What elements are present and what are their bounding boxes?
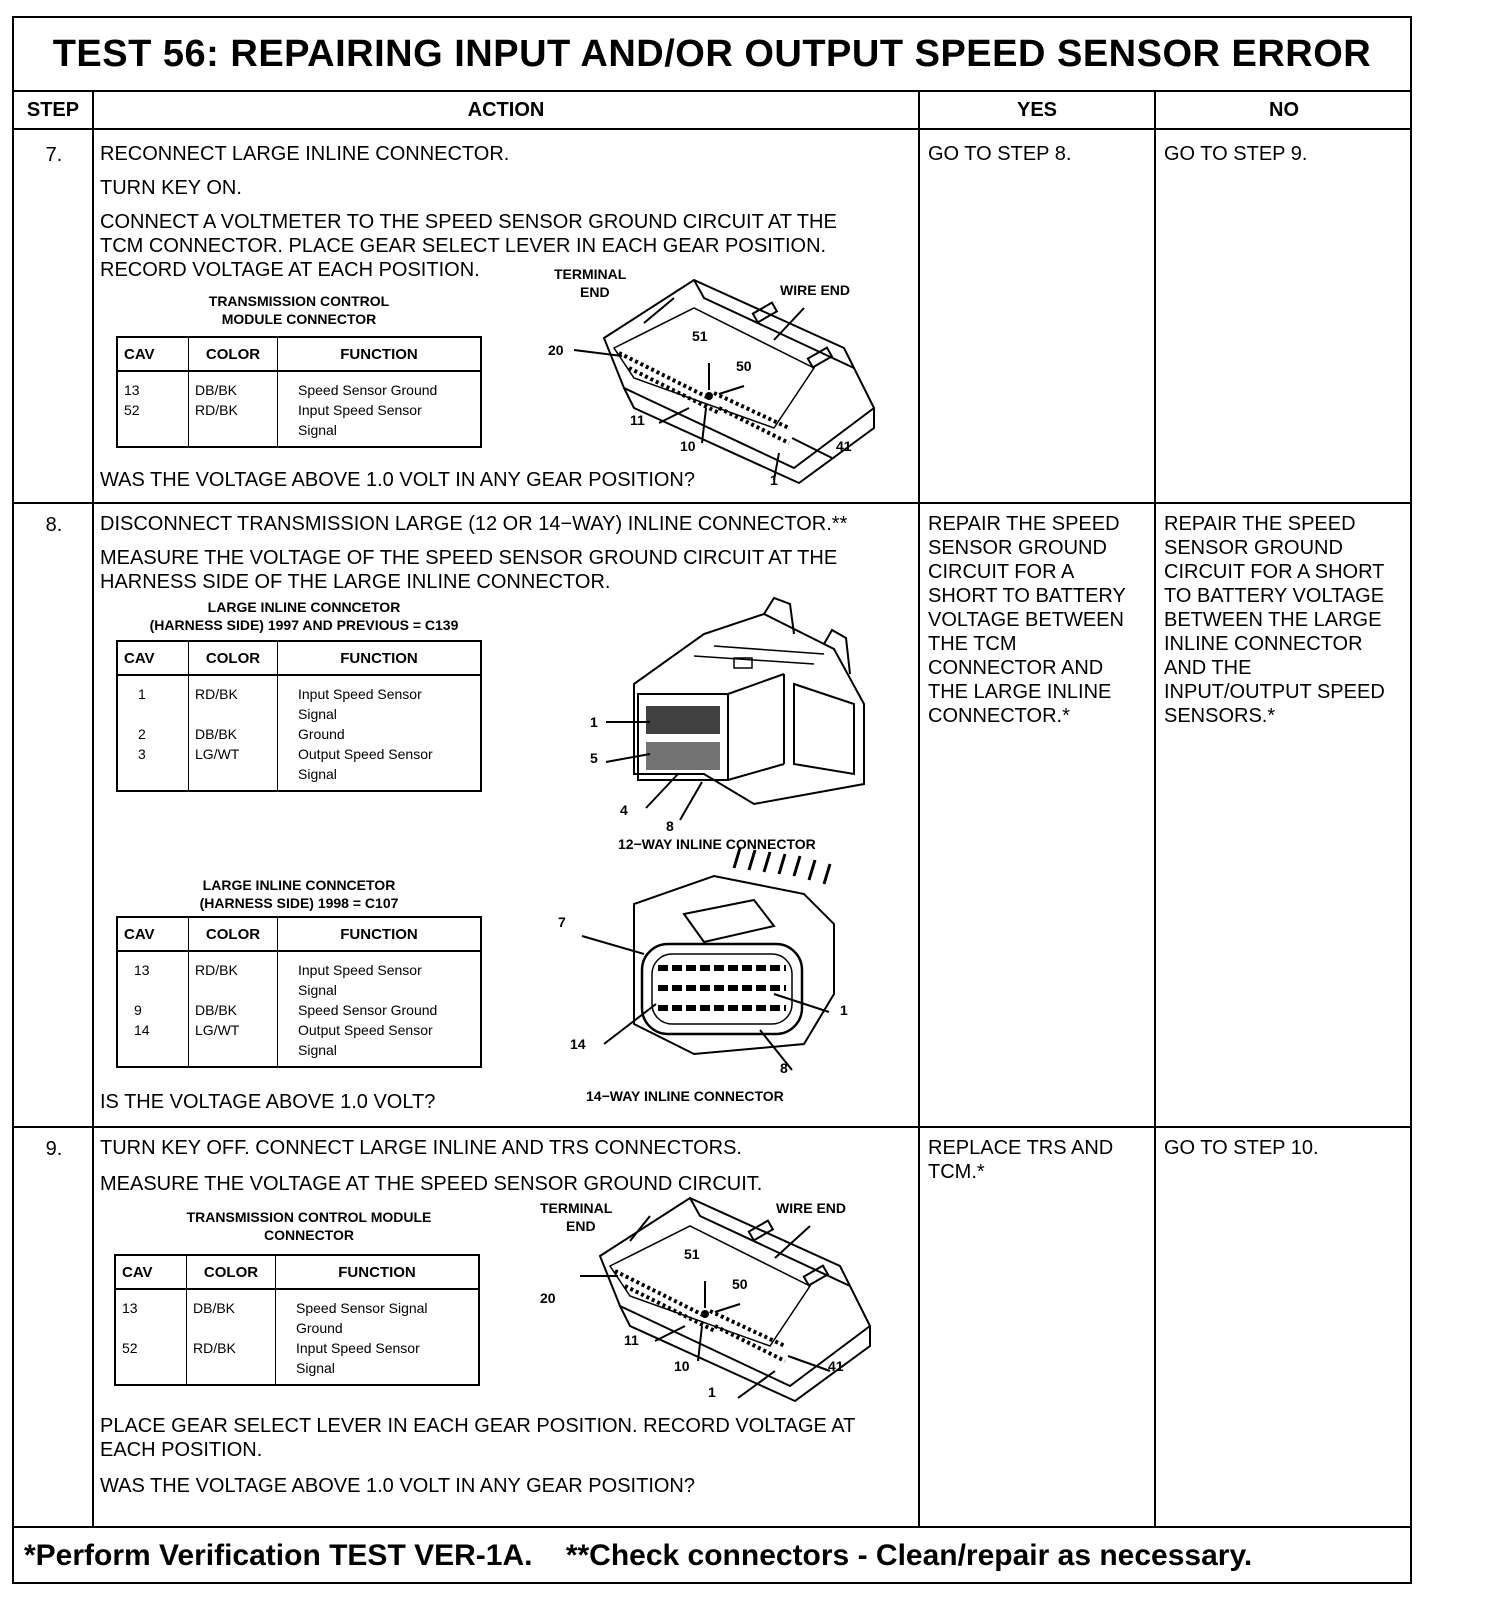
table-cell: Signal <box>298 706 337 722</box>
table-cell: Input Speed Sensor <box>298 402 422 418</box>
table-cell <box>189 764 278 791</box>
step-7-no: GO TO STEP 9. <box>1164 143 1308 165</box>
caption-line: TRANSMISSION CONTROL MODULE <box>186 1209 432 1225</box>
pin-label: 51 <box>684 1246 700 1262</box>
header-yes: YES <box>920 90 1154 130</box>
diagram-label-wire-end: WIRE END <box>780 282 850 298</box>
step-7-question: WAS THE VOLTAGE ABOVE 1.0 VOLT IN ANY GEAR POSITION? <box>100 469 695 491</box>
caption-line: LARGE INLINE CONNCETOR <box>207 599 401 615</box>
step-7-table-caption <box>114 292 484 328</box>
caption-line: CONNECTOR <box>264 1227 354 1243</box>
pin-label: 1 <box>770 472 778 488</box>
table-cell <box>115 1318 187 1338</box>
header-no: NO <box>1156 90 1412 130</box>
table-row <box>117 1000 481 1020</box>
table-cell: 52 <box>115 1338 187 1358</box>
table-cell: 3 <box>117 744 189 764</box>
table-header: CAV <box>117 917 189 951</box>
table-cell: Signal <box>298 982 337 998</box>
table-cell <box>117 420 189 447</box>
step-8-line: MEASURE THE VOLTAGE OF THE SPEED SENSOR GROUND CIRCUIT AT THE <box>100 547 838 569</box>
diagram-label-terminal: TERMINAL <box>554 266 627 282</box>
table-cell: Ground <box>296 1320 343 1336</box>
table-cell: Input Speed Sensor <box>298 962 422 978</box>
pin-label: 51 <box>692 328 708 344</box>
table-row <box>115 1358 479 1385</box>
page-title: TEST 56: REPAIRING INPUT AND/OR OUTPUT SPEED SENSOR ERROR <box>14 18 1410 92</box>
table-header: COLOR <box>189 337 278 371</box>
table-cell: Speed Sensor Ground <box>298 382 438 398</box>
pin-label: 8 <box>780 1060 788 1076</box>
table-cell: 2 <box>117 724 189 744</box>
table-cell <box>189 1040 278 1067</box>
pin-label: 10 <box>674 1358 690 1374</box>
pin-label: 41 <box>828 1358 844 1374</box>
column-divider <box>92 90 94 1528</box>
step-9-line: PLACE GEAR SELECT LEVER IN EACH GEAR POSITION. RECORD VOLTAGE AT <box>100 1415 856 1437</box>
step-9-line: TURN KEY OFF. CONNECT LARGE INLINE AND TRS CONNECTORS. <box>100 1137 742 1159</box>
table-row <box>117 1020 481 1040</box>
table-cell: LG/WT <box>189 744 278 764</box>
table-cell: Speed Sensor Signal <box>296 1300 428 1316</box>
table-cell: 13 <box>117 951 189 980</box>
step-8-number: 8. <box>45 514 63 536</box>
table-cell: Speed Sensor Ground <box>298 1002 438 1018</box>
step-7-line: RECORD VOLTAGE AT EACH POSITION. <box>100 259 480 281</box>
table-row <box>117 371 481 400</box>
table-cell: RD/BK <box>189 400 278 420</box>
table-cell: DB/BK <box>189 371 278 400</box>
table-row <box>117 1040 481 1067</box>
pin-label: 1 <box>840 1002 848 1018</box>
pin-label: 20 <box>540 1290 556 1306</box>
table-row <box>115 1318 479 1338</box>
step-7-number: 7. <box>45 144 63 166</box>
table-cell: Signal <box>298 766 337 782</box>
table-cell: RD/BK <box>189 675 278 704</box>
caption-line: TRANSMISSION CONTROL <box>208 293 390 309</box>
table-cell <box>117 764 189 791</box>
step-8-cavity-table-c107 <box>116 916 482 1068</box>
step-8-question: IS THE VOLTAGE ABOVE 1.0 VOLT? <box>100 1091 436 1113</box>
table-cell <box>117 704 189 724</box>
table-row <box>115 1289 479 1318</box>
table-cell: Signal <box>298 1042 337 1058</box>
step-7-line: RECONNECT LARGE INLINE CONNECTOR. <box>100 143 510 165</box>
pin-label: 10 <box>680 438 696 454</box>
table-row <box>117 764 481 791</box>
diagram-label-end: END <box>566 1218 596 1234</box>
table-cell: 14 <box>117 1020 189 1040</box>
row-divider <box>14 502 1410 504</box>
table-header: FUNCTION <box>278 917 482 951</box>
table-header: CAV <box>117 641 189 675</box>
table-row <box>117 980 481 1000</box>
pin-label: 1 <box>708 1384 716 1400</box>
pin-label: 50 <box>736 358 752 374</box>
table-row <box>115 1338 479 1358</box>
table-header: CAV <box>117 337 189 371</box>
table-cell: 52 <box>117 400 189 420</box>
table-row <box>117 675 481 704</box>
table-header: FUNCTION <box>278 641 482 675</box>
pin-label: 11 <box>624 1332 639 1348</box>
step-7-line: CONNECT A VOLTMETER TO THE SPEED SENSOR GROUND CIRCUIT AT THE <box>100 211 837 233</box>
table-cell <box>189 980 278 1000</box>
table-header: FUNCTION <box>278 337 482 371</box>
table-header: COLOR <box>187 1255 276 1289</box>
pin-label: 4 <box>620 802 628 818</box>
pin-label: 50 <box>732 1276 748 1292</box>
table-cell: Output Speed Sensor <box>298 746 433 762</box>
pin-label: 14 <box>570 1036 586 1052</box>
step-8-table2-caption <box>114 876 484 912</box>
step-8-no: REPAIR THE SPEED SENSOR GROUND CIRCUIT FOR A SHORT TO BATTERY VOLTAGE BETWEEN THE LARGE INLINE CONNECTOR AND THE INPUT/OUTPUT SPEED SENSORS.* <box>1164 513 1385 727</box>
12-way-connector-label: 12−WAY INLINE CONNECTOR <box>618 836 816 852</box>
step-9-number: 9. <box>45 1138 63 1160</box>
step-9-table-caption <box>124 1208 494 1244</box>
test-sheet <box>12 16 1412 1584</box>
table-cell: DB/BK <box>189 724 278 744</box>
step-8-line: DISCONNECT TRANSMISSION LARGE (12 OR 14−WAY) INLINE CONNECTOR.** <box>100 513 848 535</box>
pin-label: 41 <box>836 438 852 454</box>
table-cell <box>189 420 278 447</box>
caption-line: (HARNESS SIDE) 1998 = C107 <box>199 895 399 911</box>
table-cell: 13 <box>117 371 189 400</box>
caption-line: (HARNESS SIDE) 1997 AND PREVIOUS = C139 <box>149 617 459 633</box>
step-8-table1-caption <box>104 598 504 634</box>
table-cell: Signal <box>296 1360 335 1376</box>
table-cell: Input Speed Sensor <box>296 1340 420 1356</box>
table-row <box>117 400 481 420</box>
step-8-yes: REPAIR THE SPEED SENSOR GROUND CIRCUIT FOR A SHORT TO BATTERY VOLTAGE BETWEEN THE TCM CONNECTOR AND THE LARGE INLINE CONNECTOR.* <box>928 513 1126 727</box>
header-action: ACTION <box>94 90 918 130</box>
caption-line: LARGE INLINE CONNCETOR <box>202 877 396 893</box>
table-row <box>117 951 481 980</box>
table-row <box>117 704 481 724</box>
14-way-connector-diagram <box>574 844 874 1074</box>
table-cell: DB/BK <box>187 1289 276 1318</box>
pin-label: 11 <box>630 412 645 428</box>
step-9-yes: REPLACE TRS AND TCM.* <box>928 1137 1114 1183</box>
table-cell <box>117 980 189 1000</box>
table-row <box>117 744 481 764</box>
14-way-connector-label: 14−WAY INLINE CONNECTOR <box>586 1088 784 1104</box>
table-cell <box>189 704 278 724</box>
step-9-question: WAS THE VOLTAGE ABOVE 1.0 VOLT IN ANY GEAR POSITION? <box>100 1475 695 1497</box>
table-cell: DB/BK <box>189 1000 278 1020</box>
table-row <box>117 724 481 744</box>
table-header: COLOR <box>189 641 278 675</box>
column-divider <box>918 90 920 1528</box>
table-cell: RD/BK <box>189 951 278 980</box>
step-7-yes: GO TO STEP 8. <box>928 143 1072 165</box>
step-9-no: GO TO STEP 10. <box>1164 1137 1319 1159</box>
pin-label: 8 <box>666 818 674 834</box>
table-cell: Output Speed Sensor <box>298 1022 433 1038</box>
12-way-connector-diagram <box>594 594 874 814</box>
tcm-connector-diagram <box>574 268 894 488</box>
table-cell: LG/WT <box>189 1020 278 1040</box>
footer-notes <box>14 1526 1410 1582</box>
step-8-cavity-table-c139 <box>116 640 482 792</box>
table-cell <box>115 1358 187 1385</box>
column-divider <box>1154 90 1156 1528</box>
step-7-line: TCM CONNECTOR. PLACE GEAR SELECT LEVER IN EACH GEAR POSITION. <box>100 235 827 257</box>
table-cell: RD/BK <box>187 1338 276 1358</box>
table-header: CAV <box>115 1255 187 1289</box>
diagram-label-terminal: TERMINAL <box>540 1200 613 1216</box>
table-cell: 1 <box>117 675 189 704</box>
diagram-label-wire-end: WIRE END <box>776 1200 846 1216</box>
step-9-line: MEASURE THE VOLTAGE AT THE SPEED SENSOR GROUND CIRCUIT. <box>100 1173 763 1195</box>
diagram-label-end: END <box>580 284 610 300</box>
pin-label: 1 <box>590 714 598 730</box>
pin-label: 5 <box>590 750 598 766</box>
table-cell: Signal <box>298 422 337 438</box>
footer-connector-note: **Check connectors - Clean/repair as necessary. <box>565 1539 1253 1572</box>
step-8-line: HARNESS SIDE OF THE LARGE INLINE CONNECTOR. <box>100 571 611 593</box>
table-row <box>117 420 481 447</box>
table-cell <box>117 1040 189 1067</box>
footer-verification-note: *Perform Verification TEST VER-1A. <box>24 1539 533 1572</box>
table-cell: Input Speed Sensor <box>298 686 422 702</box>
table-header: COLOR <box>189 917 278 951</box>
header-step: STEP <box>14 90 92 130</box>
table-cell: 13 <box>115 1289 187 1318</box>
table-cell <box>187 1318 276 1338</box>
pin-label: 20 <box>548 342 564 358</box>
table-header: FUNCTION <box>276 1255 480 1289</box>
row-divider <box>14 1126 1410 1128</box>
step-7-cavity-table <box>116 336 482 448</box>
table-cell: Ground <box>298 726 345 742</box>
caption-line: MODULE CONNECTOR <box>221 311 377 327</box>
table-cell: 9 <box>117 1000 189 1020</box>
step-9-cavity-table <box>114 1254 480 1386</box>
pin-label: 7 <box>558 914 566 930</box>
step-9-line: EACH POSITION. <box>100 1439 263 1461</box>
table-cell <box>187 1358 276 1385</box>
step-7-line: TURN KEY ON. <box>100 177 242 199</box>
